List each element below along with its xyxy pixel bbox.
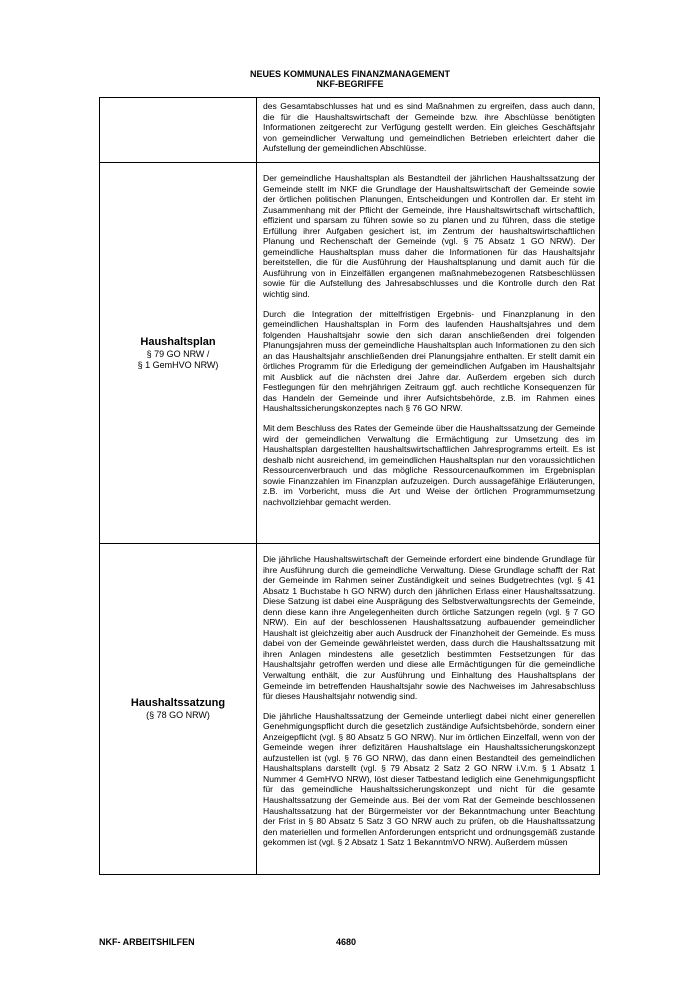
definition-cell xyxy=(257,544,600,875)
definition-paragraph: des Gesamtabschlusses hat und es sind Maßnahmen zu ergreifen, dass auch dann, die für die Haushaltswirtschaft der Gemeinde bzw. ihre Abschlüsse benötigten Informationen zeitgerecht zur Verfügung gestellt werden. Ein gleiches Geschäftsjahr von gemeindlicher Verwaltung und gemeindlichen Betrieben erleichtert daher die Aufstellung der gemeindlichen Abschlüsse. xyxy=(263,101,595,154)
table-row xyxy=(100,544,600,875)
term-title: Haushaltssatzung xyxy=(130,697,226,710)
footer-label: NKF- ARBEITSHILFEN xyxy=(99,937,195,947)
table-row xyxy=(100,163,600,544)
page-header xyxy=(0,69,700,89)
term-cell xyxy=(100,163,257,544)
definition-paragraph: Die jährliche Haushaltssatzung der Gemeinde unterliegt dabei nicht einer generellen Genehmigungspflicht durch die gesetzlich zuständige Aufsichtsbehörde, sondern einer Anzeigepflicht (vgl. § 80 Absatz 5 GO NRW). Nur im örtlichen Einzelfall, wenn von der Gemeinde wegen ihrer defizitären Haushaltslage ein Haushaltssicherungskonzept aufzustellen ist (vgl. § 76 GO NRW), das dann einen Bestandteil des gemeindlichen Haushaltsplans darstellt (vgl. § 79 Absatz 2 Satz 2 GO NRW i.V.m. § 1 Absatz 1 Nummer 4 GemHVO NRW), löst dieser Tatbestand lediglich eine Genehmigungspflicht für das gemeindliche Haushaltssicherungskonzept und nicht für die gesamte Haushaltssatzung der Gemeinde aus. Bei der vom Rat der Gemeinde beschlossenen Haushaltssatzung hat der Bürgermeister vor der Bekanntmachung unter Beachtung der Frist in § 80 Absatz 5 Satz 3 GO NRW auch zu prüfen, ob die Haushaltssatzung den materiellen und formellen Anforderungen entspricht und ordnungsgemäß zustande gekommen ist (vgl. § 2 Absatz 1 Satz 1 BekanntmVO NRW). Außerdem müssen xyxy=(263,710,595,848)
definition-paragraph: Mit dem Beschluss des Rates der Gemeinde über die Haushaltssatzung der Gemeinde wird der gemeindlichen Verwaltung die Ermächtigung zur Umsetzung des im Haushaltsplan dargestellten haushaltswirtschaftlichen Jahresprogramms erteilt. Es ist deshalb nicht ausreichend, im gemeindlichen Haushaltsplan nur den voraussichtlichen Ressourcenverbrauch und das mögliche Ressourcenaufkommen im Ergebnisplan sowie Finanzzahlen im Finanzplan aufzuzeigen. Durch aussagefähige Erläuterungen, z.B. im Vorbericht, muss die Art und Weise der örtlichen Programmumsetzung nachvollziehbar gemacht werden. xyxy=(263,423,595,507)
definition-paragraph: Durch die Integration der mittelfristigen Ergebnis- und Finanzplanung in den gemeindlichen Haushaltsplan in Form des laufenden Haushaltsjahres und dem folgenden Haushaltsjahr sowie den sich daran anschließenden drei folgenden Planungsjahren muss der gemeindliche Haushaltsplan auch Informationen zu den sich an das Haushaltsjahr anschließenden drei Planungsjahre enthalten. Er stellt damit ein örtliches Programm für die Erledigung der gemeindlichen Aufgaben im Haushaltsjahr mit Ausblick auf die nächsten drei Jahre dar. Außerdem ergeben sich durch Festlegungen für den mehrjährigen Zeitraum ggf. auch rechtliche Konsequenzen für das Handeln der Gemeinde und ihrer Aufsichtsbehörde, z.B. im Rahmen eines Haushaltssicherungskonzeptes nach § 76 GO NRW. xyxy=(263,308,595,414)
definition-paragraph: Der gemeindliche Haushaltsplan als Bestandteil der jährlichen Haushaltssatzung der Gemeinde stellt im NKF die Grundlage der Haushaltswirtschaft der Gemeinde sowie der örtlichen politischen Planungen, Entscheidungen und Kontrollen dar. Er steht im Zusammenhang mit der Pflicht der Gemeinde, ihre Haushaltswirtschaft wirtschaftlich, effizient und sparsam zu führen sowie so zu planen und zu führen, dass die stetige Erfüllung ihrer Aufgaben gesichert ist, im Zentrum der haushaltswirtschaftlichen Planung und Rechenschaft der Gemeinde (vgl. § 75 Absatz 1 GO NRW). Der gemeindliche Haushaltsplan muss daher die Informationen für das Haushaltsjahr bereitstellen, die für die Ausführung der Haushaltsplanung und damit auch für die Ausführung von in Einzelfällen ergangenen maßnahmebezogenen Ratsbeschlüssen sowie für die Aufstellung des Jahresabschlusses und die Kontrolle durch den Rat wichtig sind. xyxy=(263,173,595,300)
definition-cell xyxy=(257,98,600,163)
header-title: NEUES KOMMUNALES FINANZMANAGEMENT xyxy=(250,69,450,79)
glossary-table xyxy=(99,97,600,875)
term-title: Haushaltsplan xyxy=(140,336,216,348)
term-cell xyxy=(100,544,257,875)
term-reference: § 79 GO NRW / xyxy=(146,349,210,359)
term-reference: (§ 78 GO NRW) xyxy=(146,710,210,721)
definition-cell xyxy=(257,163,600,544)
header-subtitle: NKF-BEGRIFFE xyxy=(316,79,384,89)
term-reference: § 1 GemHVO NRW) xyxy=(137,359,219,370)
table-row xyxy=(100,98,600,163)
definition-paragraph: Die jährliche Haushaltswirtschaft der Gemeinde erfordert eine bindende Grundlage für ihre Ausführung durch die gemeindliche Verwaltung. Diese Grundlage schafft der Rat der Gemeinde im Rahmen seiner Zuständigkeit und seines Budgetrechtes (vgl. § 41 Absatz 1 Buchstabe h GO NRW) durch den jährlichen Erlass einer Haushaltssatzung. Diese Satzung ist dabei eine Ausprägung des Selbstverwaltungsrechts der Gemeinde, denn diese kann ihre Angelegenheiten durch örtliche Satzungen regeln (vgl. § 7 GO NRW). Ein auf der beschlossenen Haushaltssatzung aufbauender gemeindlicher Haushalt ist gleichzeitig aber auch Ausdruck der Finanzhoheit der Gemeinde. Es muss dabei von der Gemeinde gewährleistet werden, dass durch die Haushaltssatzung mit ihren Anlagen mindestens alle gesetzlich bestimmten Festsetzungen für das Haushaltsjahr getroffen werden und diese alle Ermächtigungen für die gemeindliche Verwaltung enthält, die zur Ausführung und Einhaltung des Haushaltsplans der Gemeinde im betreffenden Haushaltsjahr sowie des Nachweises im Jahresabschluss für dieses Haushaltsjahr notwendig sind. xyxy=(263,554,595,702)
term-cell xyxy=(100,98,257,163)
page-number: 4680 xyxy=(336,937,357,947)
